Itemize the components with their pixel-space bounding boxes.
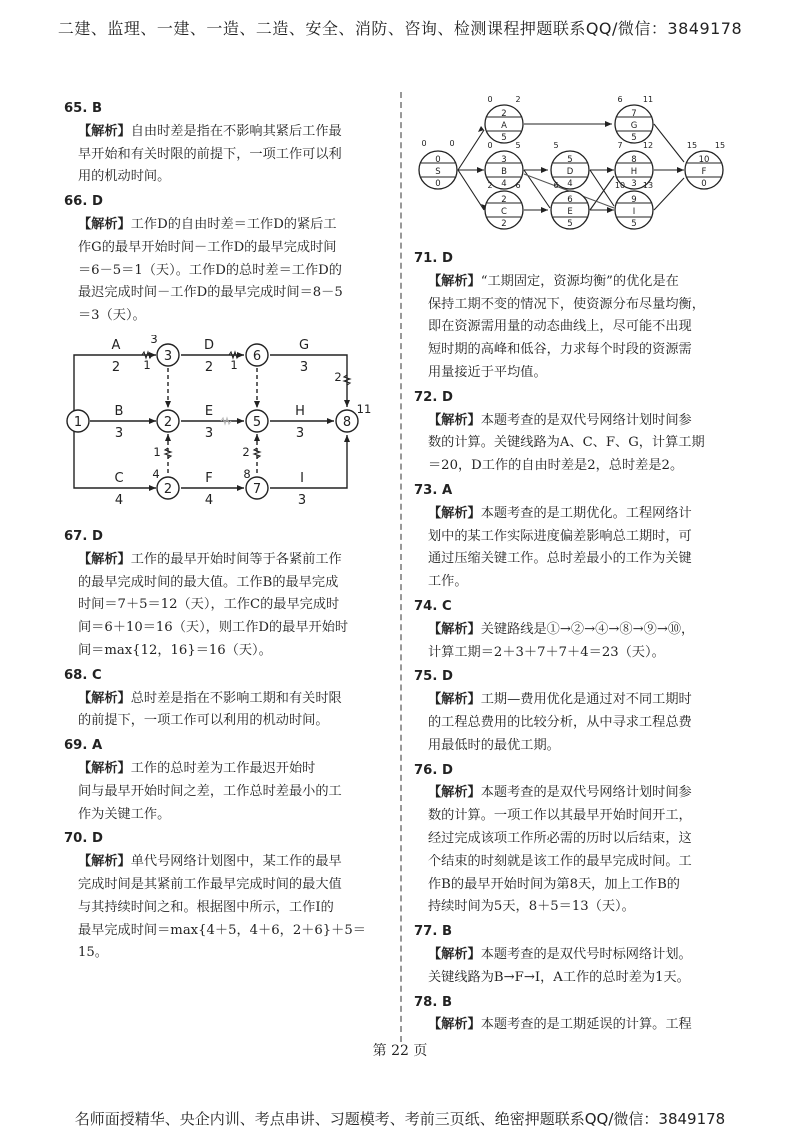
activity-duration: 2 xyxy=(111,360,121,375)
time-label: 2 xyxy=(334,370,342,384)
answer-65: 65. B xyxy=(64,101,103,116)
time-label: 2 xyxy=(242,445,250,459)
answer-72: 72. D xyxy=(414,389,453,405)
answer-76: 76. D xyxy=(414,762,453,778)
node-name: D xyxy=(566,167,574,177)
node-es: 2 xyxy=(501,109,507,119)
node-dur: 4 xyxy=(567,179,573,189)
exp-label: 【解析】 xyxy=(78,123,131,139)
time-label: 6 xyxy=(515,181,521,190)
time-label: 12 xyxy=(642,141,654,150)
node-es: 7 xyxy=(631,109,637,119)
time-label: 0 xyxy=(449,139,455,148)
activity-name: H xyxy=(295,404,305,419)
activity-duration: 3 xyxy=(295,426,305,441)
node-dur: 0 xyxy=(701,179,707,189)
node-name: A xyxy=(501,121,507,131)
answer-71: 71. D xyxy=(414,251,453,266)
node-name: S xyxy=(435,167,441,177)
time-label: 13 xyxy=(642,181,654,190)
activity-name: B xyxy=(114,404,124,419)
time-label: 7 xyxy=(617,141,623,150)
activity-duration: 3 xyxy=(204,426,214,441)
activity-name: F xyxy=(205,471,213,486)
node-name: B xyxy=(501,167,507,177)
left-column-bottom xyxy=(64,524,380,967)
activity-name: G xyxy=(298,338,310,353)
explanation-69: 【解析】工作的总时差为工作最迟开始时 间与最早开始时间之差，工作总时差最小的工 作为关键工作。 xyxy=(78,760,342,822)
page-header: 二建、监理、一建、一造、二造、安全、消防、咨询、检测课程押题联系QQ/微信：3849178 xyxy=(57,19,743,38)
node-es: 10 xyxy=(698,155,710,165)
time-label: 2 xyxy=(487,181,493,190)
time-label: 0 xyxy=(421,139,427,148)
node-label: 2 xyxy=(163,415,173,430)
node-es: 0 xyxy=(435,155,441,165)
node-es: 9 xyxy=(631,195,637,205)
time-label: 1 xyxy=(143,358,151,372)
activity-name: A xyxy=(111,338,121,353)
node-es: 3 xyxy=(501,155,507,165)
explanation-65: 【解析】自由时差是指在不影响其紧后工作最 早开始和有关时限的前提下，一项工作可以利 用的机动时间。 xyxy=(78,123,342,185)
time-label: 15 xyxy=(686,141,698,150)
page-number: 第 22 页 xyxy=(372,1043,428,1059)
node-name: F xyxy=(701,167,707,177)
node-name: G xyxy=(630,121,638,131)
node-name: C xyxy=(501,207,507,217)
answer-74: 74. C xyxy=(414,598,452,614)
node-dur: 5 xyxy=(501,133,507,143)
right-column xyxy=(414,246,730,1039)
time-label: 3 xyxy=(150,335,158,346)
node-dur: 4 xyxy=(501,179,507,189)
page-footer: 名师面授精华、央企内训、考点串讲、习题模考、考前三页纸、绝密押题联系QQ/微信：3849178 xyxy=(74,1110,726,1128)
node-es: 6 xyxy=(567,195,573,205)
explanation-75: 【解析】工期—费用优化是通过对不同工期时 的工程总费用的比较分析，从中寻求工程总费 用最低时的最优工期。 xyxy=(428,692,692,753)
node-dur: 2 xyxy=(501,219,507,229)
activity-duration: 3 xyxy=(299,360,309,375)
explanation-77: 【解析】本题考查的是双代号时标网络计划。 关键线路为B→F→I，A工作的总时差为1天。 xyxy=(428,946,692,985)
node-label: 2 xyxy=(163,482,173,497)
answer-67: 67. D xyxy=(64,529,103,544)
node-name: E xyxy=(567,207,573,217)
activity-name: E xyxy=(204,404,214,419)
node-dur: 5 xyxy=(631,133,637,143)
answer-69: 69. A xyxy=(64,738,103,754)
time-label: 4 xyxy=(152,467,160,481)
answer-75: 75. D xyxy=(414,669,453,685)
answer-66: 66. D xyxy=(64,194,103,210)
node-label: 1 xyxy=(73,415,83,430)
time-label: 10 xyxy=(614,181,626,190)
explanation-67: 【解析】工作的最早开始时间等于各紧前工作 的最早完成时间的最大值。工作B的最早完成 时间＝7＋5＝12（天），工作C的最早完成时 间＝6＋10＝16（天），则工作D的最早开始时 间＝max{12，16}＝16（天）。 xyxy=(78,551,349,658)
explanation-78: 【解析】本题考查的是工期延误的计算。工程 xyxy=(428,1017,692,1033)
time-label: 1 xyxy=(153,445,161,459)
node-label: 3 xyxy=(163,349,173,364)
time-label: 2 xyxy=(515,96,521,104)
node-es: 5 xyxy=(567,155,573,165)
explanation-72: 【解析】本题考查的是双代号网络计划时间参 数的计算。关键线路为A、C、F、G，计算工期 ＝20，D工作的自由时差是2，总时差是2。 xyxy=(428,412,705,474)
activity-name: I xyxy=(300,471,304,486)
node-name: I xyxy=(632,207,636,217)
node-name: H xyxy=(630,167,638,177)
answer-73: 73. A xyxy=(414,482,453,498)
node-label: 5 xyxy=(252,415,262,430)
node-label: 6 xyxy=(252,349,262,364)
time-label: 5 xyxy=(515,141,521,150)
time-label: 0 xyxy=(487,141,493,150)
answer-70: 70. D xyxy=(64,831,103,847)
answer-78: 78. B xyxy=(414,994,453,1010)
time-label: 6 xyxy=(553,181,559,190)
explanation-71: 【解析】“工期固定，资源均衡”的优化是在 保持工期不变的情况下，使资源分布尽量均衡， 即在资源需用量的动态曲线上，尽可能不出现 短时期的高峰和低谷，力求每个时段的资源需 用量接近于平均值。 xyxy=(428,273,705,380)
time-label: 6 xyxy=(617,96,623,104)
activity-name: D xyxy=(203,338,215,353)
activity-duration: 3 xyxy=(114,426,124,441)
single-code-network-diagram xyxy=(414,96,732,244)
node-dur: 5 xyxy=(567,219,573,229)
time-label: 1 xyxy=(230,358,238,372)
column-divider xyxy=(400,92,402,1042)
time-label: 5 xyxy=(553,141,559,150)
node-es: 8 xyxy=(631,155,637,165)
time-label: 11 xyxy=(356,402,372,416)
explanation-76: 【解析】本题考查的是双代号网络计划时间参 数的计算。一项工作以其最早开始时间开工， 经过完成该项工作所必需的历时以后结束，这 个结束的时刻就是该工作的最早完成时间。工 作B的最早开始时间为第8天，加上工作B的 持续时间为5天，8＋5＝13（天）。 xyxy=(428,785,692,915)
activity-name: C xyxy=(114,471,124,486)
time-label: 11 xyxy=(642,96,654,104)
node-es: 2 xyxy=(501,195,507,205)
node-dur: 5 xyxy=(631,219,637,229)
explanation-68: 【解析】总时差是指在不影响工期和有关时限 的前提下，一项工作可以利用的机动时间。 xyxy=(78,690,342,729)
activity-duration: 4 xyxy=(114,493,124,508)
left-column-top xyxy=(64,96,380,330)
node-label: 8 xyxy=(342,415,352,430)
answer-68: 68. C xyxy=(64,667,102,683)
node-label: 7 xyxy=(252,482,262,497)
explanation-70: 【解析】单代号网络计划图中，某工作的最早 完成时间是其紧前工作最早完成时间的最大值 与其持续时间之和。根据图中所示，工作I的 最早完成时间＝max{4＋5，4＋6，2＋6}＋5＝ 15。 xyxy=(78,854,366,961)
double-code-network-diagram xyxy=(64,335,374,515)
time-label: 8 xyxy=(243,467,251,481)
node-dur: 0 xyxy=(435,179,441,189)
explanation-73: 【解析】本题考查的是工期优化。工程网络计 划中的某工作实际进度偏差影响总工期时，可 通过压缩关键工作。总时差最小的工作为关键 工作。 xyxy=(428,505,692,590)
time-label: 0 xyxy=(487,96,493,104)
explanation-66: 【解析】工作D的自由时差＝工作D的紧后工 作G的最早开始时间－工作D的最早完成时间 ＝6－5＝1（天）。工作D的总时差＝工作D的 最迟完成时间－工作D的最早完成时间＝8－5 ＝3（天）。 xyxy=(78,216,343,324)
explanation-74: 【解析】关键路线是①→②→④→⑧→⑨→⑩， 计算工期＝2＋3＋7＋7＋4＝23（天）。 xyxy=(428,621,695,660)
node-dur: 3 xyxy=(631,179,637,189)
time-label: 15 xyxy=(714,141,726,150)
answer-77: 77. B xyxy=(414,924,453,940)
activity-duration: 3 xyxy=(297,493,307,508)
activity-duration: 4 xyxy=(204,493,214,508)
activity-duration: 2 xyxy=(204,360,214,375)
